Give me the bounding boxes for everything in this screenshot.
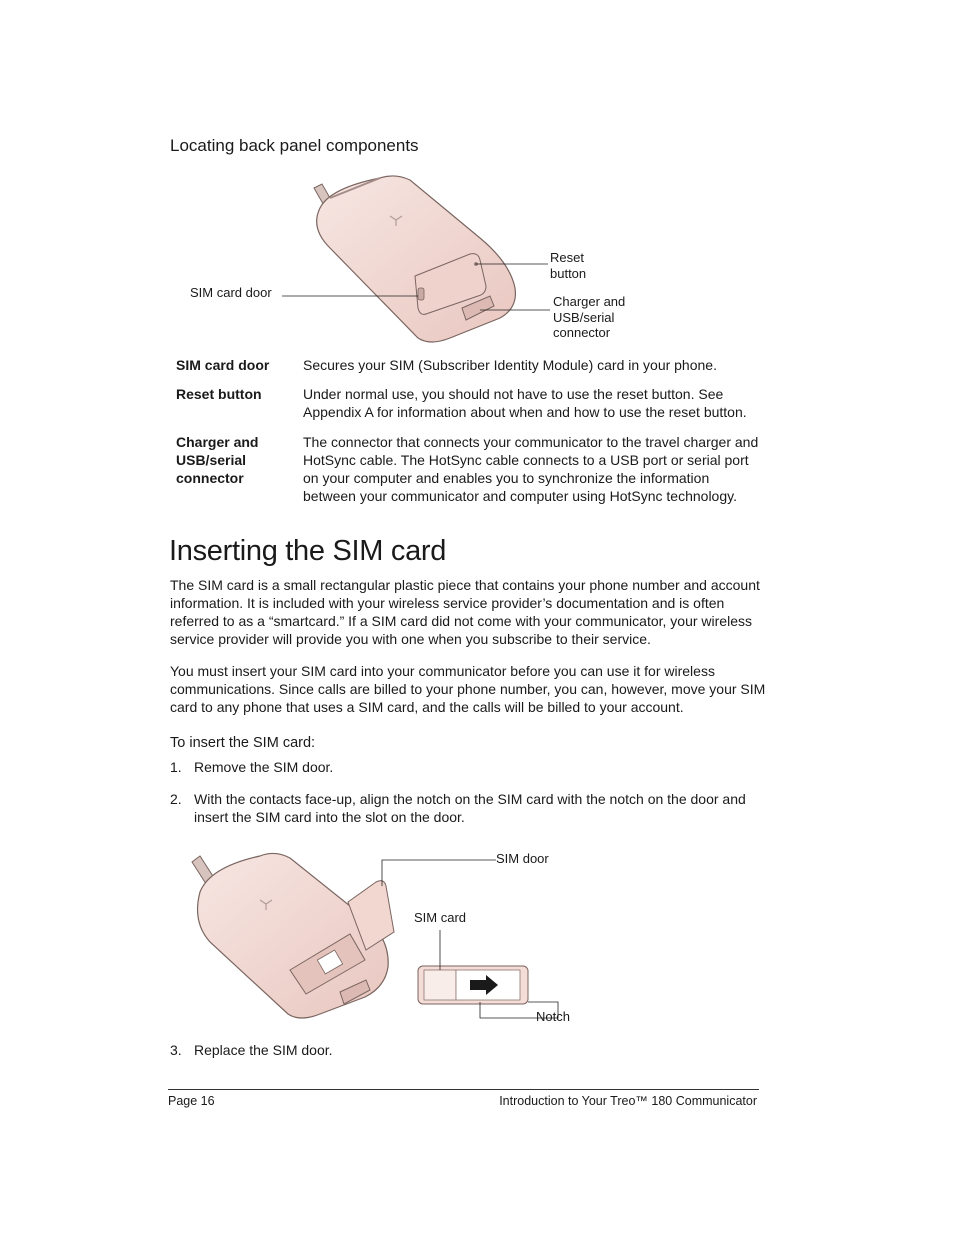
callout-line: button	[550, 265, 587, 281]
callout-notch: Notch	[536, 1009, 570, 1024]
paragraph-text: The SIM card is a small rectangular plastic piece that contains your phone number and account information. It is included with your wireless service provider’s documentation and is often referred to as a “smartcard.” If a SIM card did not come with your communicator, your wireless service provider will provide you with one when you subscribe to their service.	[170, 577, 760, 647]
term: Charger and USB/serial connector	[176, 434, 259, 486]
step-text: Replace the SIM door.	[194, 1042, 333, 1058]
sim-insertion-illustration	[180, 842, 590, 1032]
step-number: 3.	[170, 1042, 182, 1058]
callout-sim-card-door: SIM card door	[190, 285, 272, 300]
step-item	[170, 1041, 770, 1059]
callout-sim-door: SIM door	[496, 851, 549, 866]
paragraph	[170, 576, 770, 648]
footer-divider	[168, 1089, 759, 1090]
paragraph	[170, 662, 770, 716]
step-text: With the contacts face-up, align the notch on the SIM card with the notch on the door and insert the SIM card into the slot on the door.	[194, 791, 746, 825]
callout-charger-connector	[553, 294, 625, 341]
components-table	[176, 356, 766, 516]
table-row	[176, 385, 766, 421]
page-heading: Inserting the SIM card	[169, 535, 447, 567]
insert-sim-figure	[180, 842, 590, 1032]
page-number: Page 16	[168, 1094, 215, 1108]
footer-title: Introduction to Your Treo™ 180 Communicator	[499, 1094, 757, 1108]
table-row	[176, 356, 766, 374]
procedure-title: To insert the SIM card:	[170, 735, 316, 751]
callout-line: Charger and	[553, 294, 626, 309]
term: SIM card door	[176, 357, 270, 373]
callout-sim-card: SIM card	[414, 910, 467, 925]
callout-line: connector	[553, 325, 611, 340]
section-title: Locating back panel components	[170, 136, 419, 155]
step-item	[170, 758, 770, 776]
step-item	[170, 790, 770, 826]
callout-line: USB/serial	[553, 309, 615, 325]
description: The connector that connects your communicator to the travel charger and HotSync cable. The HotSync cable connects to a USB port or serial port on your computer and enables you to synchronize the information between your communicator and computer using HotSync technology.	[303, 434, 759, 504]
term: Reset button	[176, 386, 262, 402]
callout-reset-button	[550, 250, 586, 281]
table-row	[176, 433, 766, 505]
step-number: 2.	[170, 791, 182, 807]
back-panel-figure	[180, 168, 650, 348]
step-text: Remove the SIM door.	[194, 759, 334, 775]
paragraph-text: You must insert your SIM card into your communicator before you can use it for wireless communications. Since calls are billed to your phone number, you can, however, move your SIM card to any phone that uses a SIM card, and the calls will be billed to your account.	[170, 663, 766, 715]
description: Under normal use, you should not have to use the reset button. See Appendix A for information about when and how to use the reset button.	[303, 386, 747, 420]
step-number: 1.	[170, 759, 182, 775]
callout-line: Reset	[550, 250, 584, 265]
description: Secures your SIM (Subscriber Identity Module) card in your phone.	[303, 357, 717, 373]
